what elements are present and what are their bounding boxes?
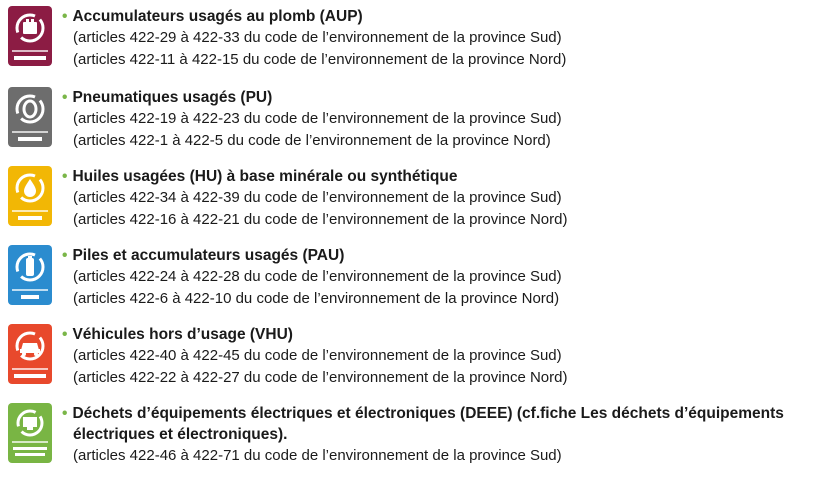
tires-recycling-icon	[8, 87, 52, 147]
oil-recycling-icon	[8, 166, 52, 226]
batteries-recycling-icon	[8, 6, 52, 66]
article-line: (articles 422-6 à 422-10 du code de l’environnement de la province Nord)	[73, 290, 560, 307]
article-line: (articles 422-29 à 422-33 du code de l’environnement de la province Sud)	[73, 29, 562, 46]
article-line: (articles 422-1 à 422-5 du code de l’environnement de la province Nord)	[73, 132, 551, 149]
entry-title-continuation: électriques et électroniques).	[73, 426, 288, 443]
entry-title: Véhicules hors d’usage (VHU)	[72, 326, 293, 343]
entry-title: Accumulateurs usagés au plomb (AUP)	[72, 8, 363, 25]
article-line: (articles 422-19 à 422-23 du code de l’environnement de la province Sud)	[73, 110, 562, 127]
entry-title: Piles et accumulateurs usagés (PAU)	[72, 247, 345, 264]
article-line: (articles 422-40 à 422-45 du code de l’environnement de la province Sud)	[73, 347, 562, 364]
entry-title: Déchets d’équipements électriques et électroniques (DEEE) (cf.fiche Les déchets d’équipements	[72, 405, 784, 422]
article-line: (articles 422-22 à 422-27 du code de l’environnement de la province Nord)	[73, 369, 568, 386]
vehicles-recycling-icon	[8, 324, 52, 384]
entry-title: Pneumatiques usagés (PU)	[72, 89, 273, 106]
electronics-recycling-icon	[8, 403, 52, 463]
article-line: (articles 422-24 à 422-28 du code de l’environnement de la province Sud)	[73, 268, 562, 285]
entry-title: Huiles usagées (HU) à base minérale ou synthétique	[72, 168, 458, 185]
cells-recycling-icon	[8, 245, 52, 305]
article-line: (articles 422-46 à 422-71 du code de l’environnement de la province Sud)	[73, 447, 562, 464]
article-line: (articles 422-34 à 422-39 du code de l’environnement de la province Sud)	[73, 189, 562, 206]
article-line: (articles 422-16 à 422-21 du code de l’environnement de la province Nord)	[73, 211, 568, 228]
article-line: (articles 422-11 à 422-15 du code de l’environnement de la province Nord)	[73, 51, 567, 68]
